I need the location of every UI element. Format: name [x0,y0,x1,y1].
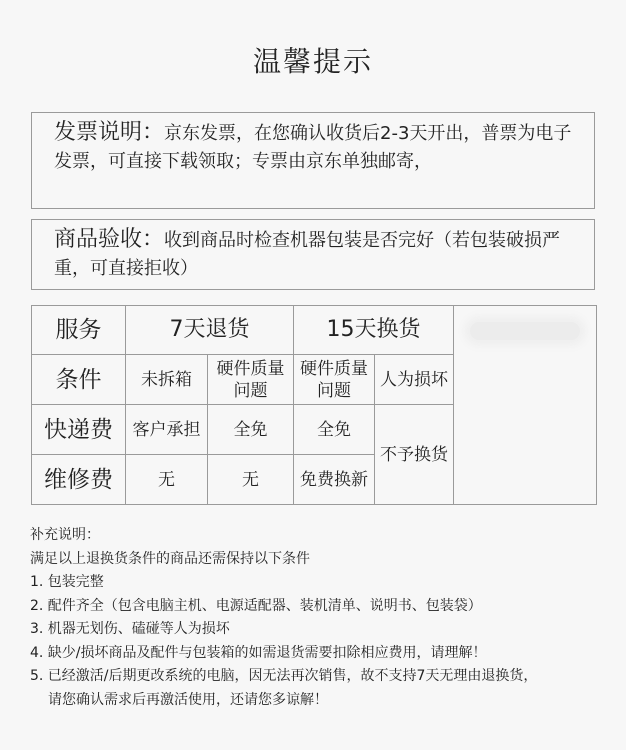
repair-label-cell: 维修费 [32,455,126,505]
condition-human-damage-cell: 人为损坏 [375,355,454,405]
notes-item-1: 1. 包装完整 [30,574,104,590]
notes-item-5: 5. 已经激活/后期更改系统的电脑，因无法再次销售，故不支持7天无理由退换货， [30,668,538,684]
supplementary-notes [30,524,600,712]
blurred-watermark-cell [454,306,597,505]
notes-item-3: 3. 机器无划伤、磕碰等人为损坏 [30,621,230,637]
repair-none-cell: 无 [126,455,208,505]
notes-item-4: 4. 缺少/损坏商品及配件与包装箱的如需退货需要扣除相应费用，请理解！ [30,644,487,661]
repair-replace-cell: 免费换新 [294,455,375,505]
service-table [31,305,597,505]
table-row [32,306,597,355]
condition-unopened-cell: 未拆箱 [126,355,208,405]
notes-intro: 满足以上退换货条件的商品还需保持以下条件 [30,550,310,567]
return-header-cell: 7天退货 [126,306,294,355]
condition-label-cell: 条件 [32,355,126,405]
acceptance-note-box [31,219,595,290]
blurred-watermark [470,322,580,340]
acceptance-text: 收到商品时检查机器包装是否完好（若包装破损严重，可直接拒收） [54,230,561,279]
notes-item-2: 2. 配件齐全（包含电脑主机、电源适配器、装机清单、说明书、包装袋） [30,597,482,614]
shipping-free-cell-2: 全免 [294,405,375,455]
shipping-label-cell: 快递费 [32,405,126,455]
condition-quality-cell: 硬件质量问题 [208,355,294,405]
exchange-header-cell: 15天换货 [294,306,454,355]
page-title: 温馨提示 [252,45,373,78]
condition-quality-cell-2: 硬件质量问题 [294,355,375,405]
acceptance-label: 商品验收： [54,227,165,252]
shipping-free-cell: 全免 [208,405,294,455]
service-header-cell: 服务 [32,306,126,355]
notes-item-5-continuation: 请您确认需求后再激活使用，还请您多谅解！ [48,691,328,708]
invoice-label: 发票说明： [54,120,165,145]
notes-heading: 补充说明： [30,527,100,543]
shipping-customer-cell: 客户承担 [126,405,208,455]
invoice-note-box [31,112,595,209]
no-exchange-cell: 不予换货 [375,405,454,505]
repair-none-cell-2: 无 [208,455,294,505]
invoice-text: 京东发票，在您确认收货后2-3天开出，普票为电子发票，可直接下载领取；专票由京东单独邮寄， [54,123,572,172]
